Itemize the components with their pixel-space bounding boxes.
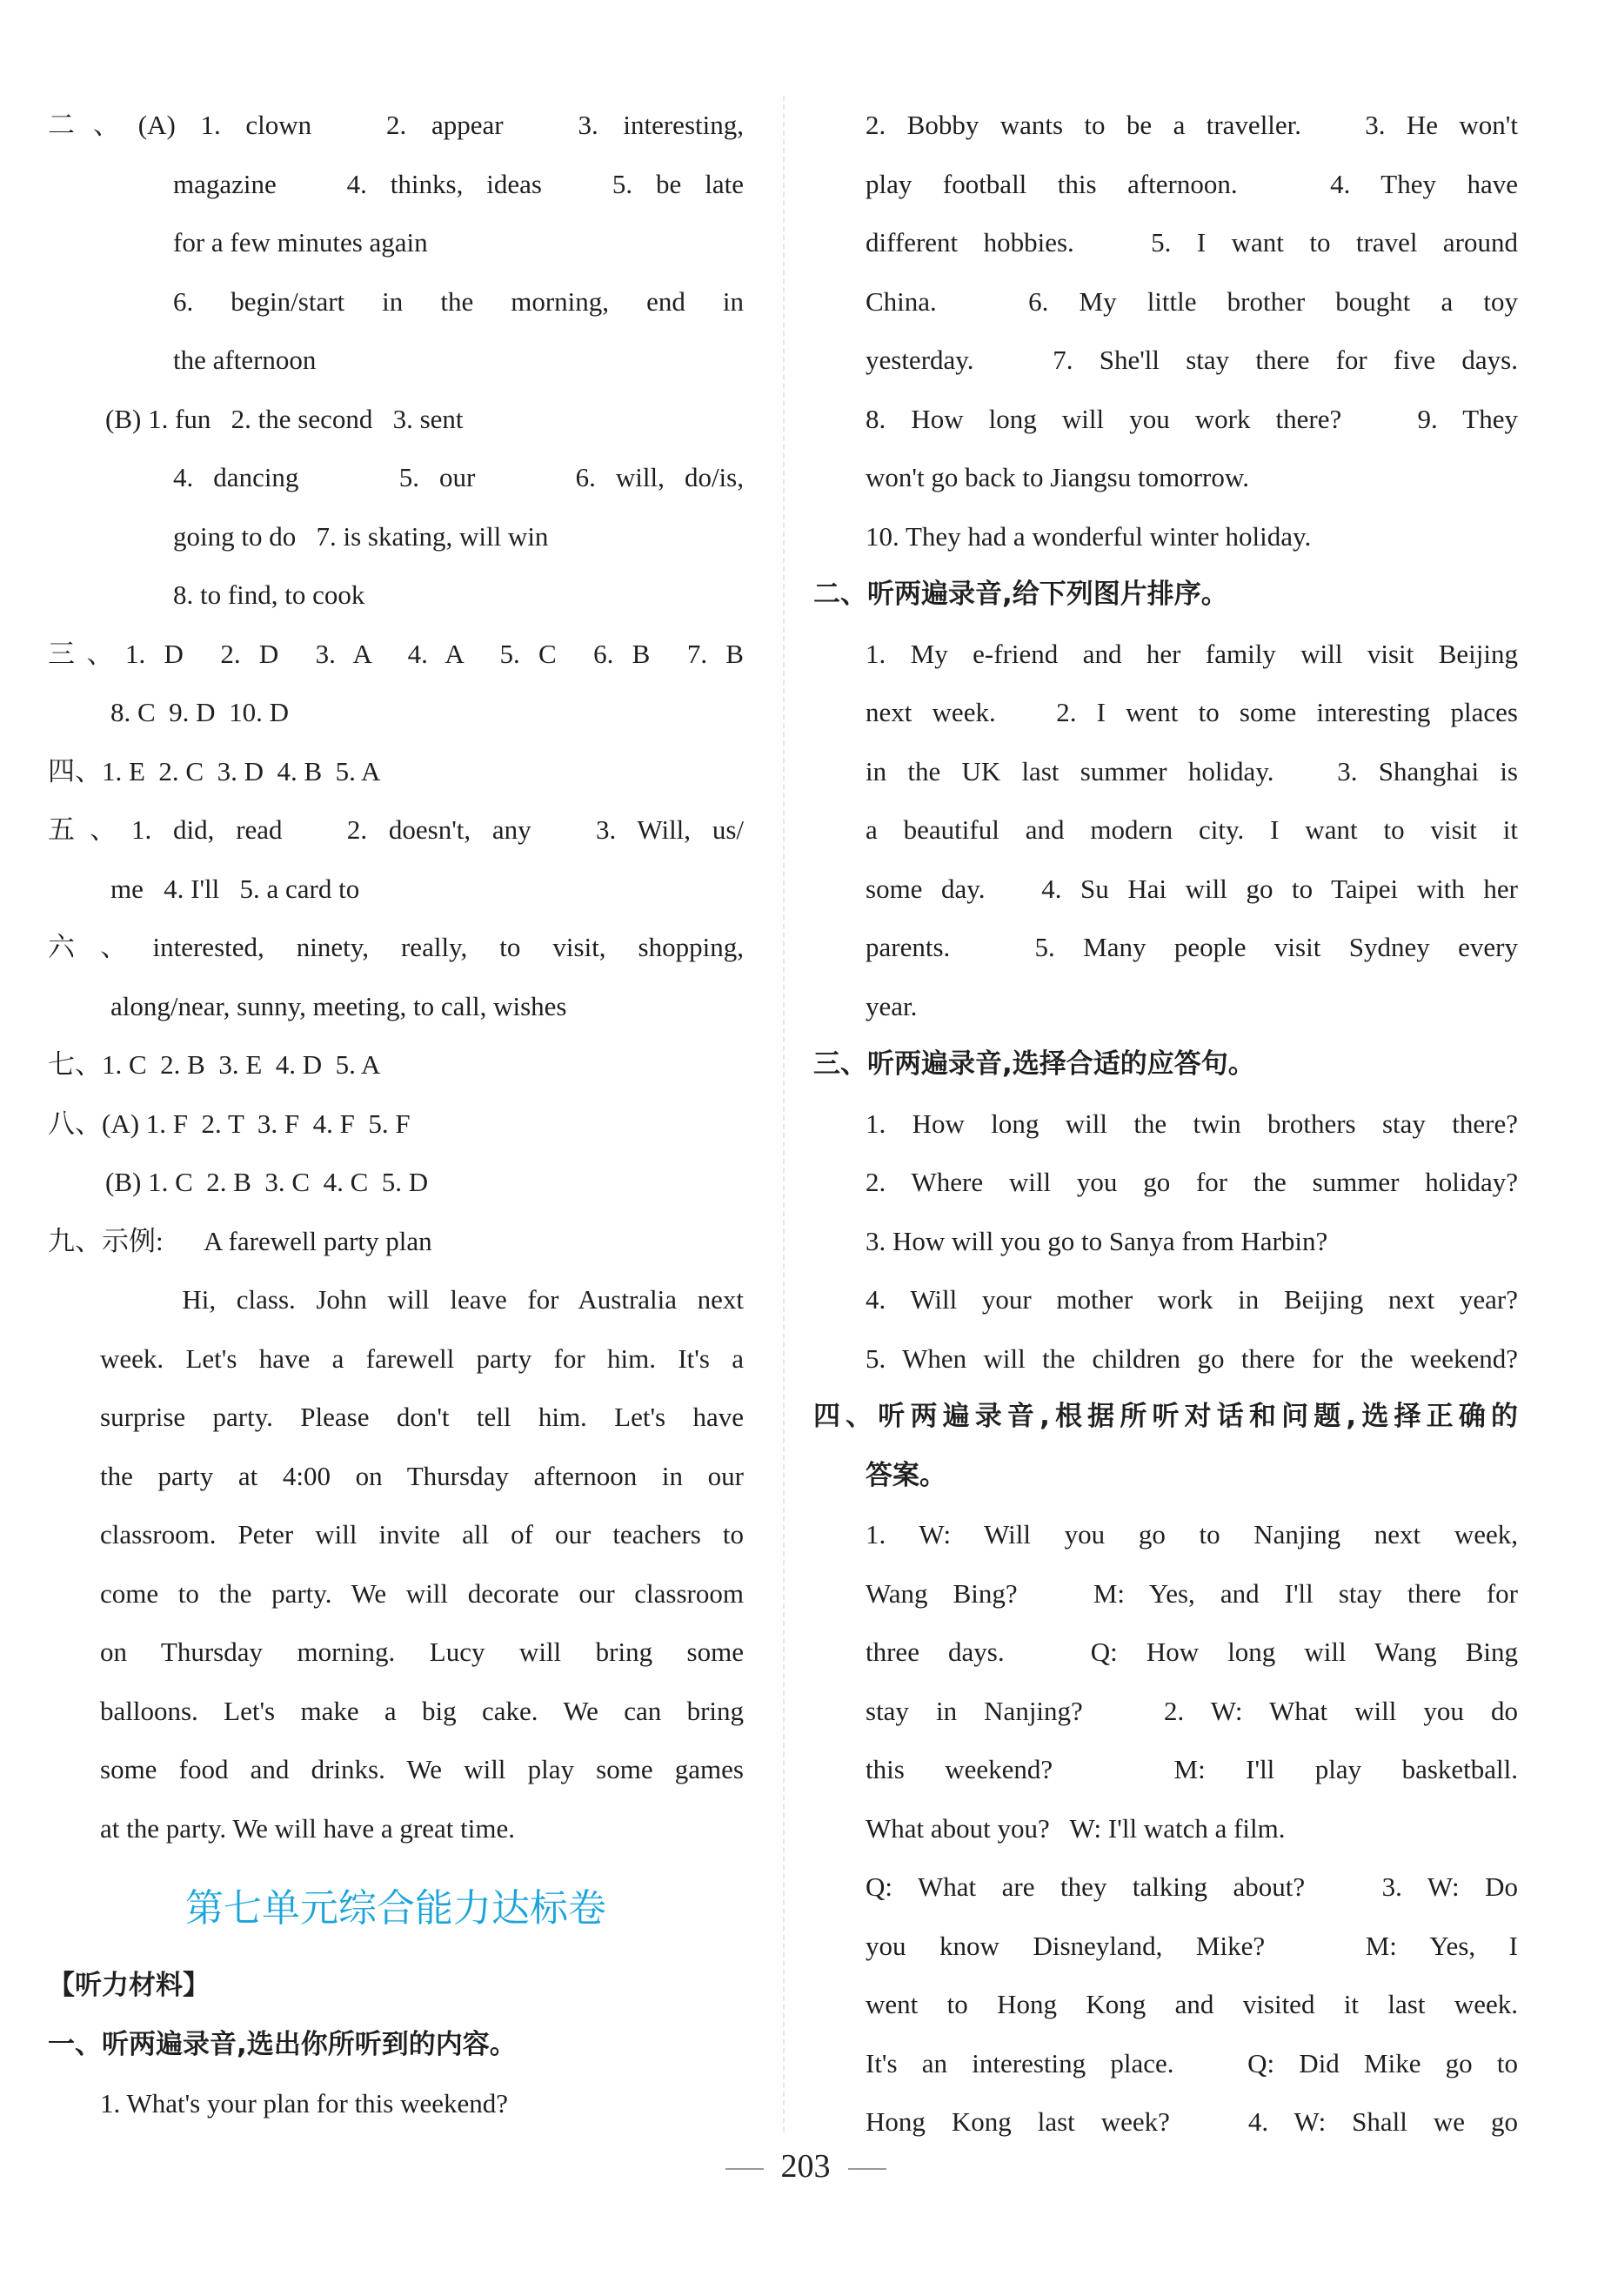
page-number-dash-right [848, 2168, 886, 2170]
text-line: a beautiful and modern city. I want to visit it [866, 814, 1518, 845]
text-line: 3. How will you go to Sanya from Harbin? [866, 1225, 1328, 1256]
text-line: in the UK last summer holiday. 3. Shanghai is [866, 755, 1518, 787]
listening-transcript-lines [813, 96, 1518, 2152]
text-line: surprise party. Please don't tell him. Let's have [100, 1402, 744, 1432]
text-line: 10. They had a wonderful winter holiday. [866, 520, 1312, 552]
text-line: 八、(A) 1. F 2. T 3. F 4. F 5. F [48, 1108, 411, 1139]
text-line: 答案。 [866, 1459, 946, 1491]
text-line: Q: What are they talking about? 3. W: Do [866, 1871, 1518, 1902]
text-line: 8. C 9. D 10. D [110, 697, 289, 727]
text-line: 4. Will your mother work in Beijing next year? [866, 1284, 1518, 1315]
text-line: magazine 4. thinks, ideas 5. be late [173, 168, 744, 199]
text-line: 1. My e-friend and her family will visit Beijing [866, 638, 1518, 669]
left-column [48, 96, 744, 2133]
text-line: some day. 4. Su Hai will go to Taipei with her [866, 873, 1518, 904]
text-line: week. Let's have a farewell party for him. It's a [100, 1342, 744, 1374]
text-line: different hobbies. 5. I want to travel around [866, 227, 1518, 258]
text-line: come to the party. We will decorate our classroom [100, 1577, 744, 1609]
text-line: along/near, sunny, meeting, to call, wishes [110, 990, 567, 1021]
text-line: 三、1. D 2. D 3. A 4. A 5. C 6. B 7. B [48, 638, 744, 669]
text-line: 三、听两遍录音,选择合适的应答句。 [813, 1048, 1255, 1080]
text-line: stay in Nanjing? 2. W: What will you do [866, 1695, 1518, 1726]
text-line: 1. W: Will you go to Nanjing next week, [866, 1519, 1518, 1550]
text-line: 二、听两遍录音,给下列图片排序。 [813, 579, 1228, 610]
section-title: 第七单元综合能力达标卷 [185, 1886, 606, 1931]
text-line: 四、1. E 2. C 3. D 4. B 5. A [48, 755, 381, 787]
text-line: 2. Bobby wants to be a traveller. 3. He won't [866, 110, 1518, 140]
text-line: 一、听两遍录音,选出你所听到的内容。 [48, 2028, 517, 2060]
text-line: 1. What's your plan for this weekend? [100, 2088, 509, 2119]
text-line: 【听力材料】 [48, 1970, 210, 2001]
text-line: some food and drinks. We will play some games [100, 1754, 744, 1784]
text-line: the afternoon [173, 345, 317, 375]
text-line: 二、(A) 1. clown 2. appear 3. interesting, [48, 110, 744, 140]
text-line: for a few minutes again [173, 227, 428, 258]
text-line: Hong Kong last week? 4. W: Shall we go [866, 2106, 1518, 2137]
text-line: What about you? W: I'll watch a film. [866, 1812, 1286, 1844]
text-line: three days. Q: How long will Wang Bing [866, 1637, 1518, 1667]
text-line: yesterday. 7. She'll stay there for five days. [866, 345, 1518, 375]
page-number [0, 2147, 1611, 2186]
text-line: balloons. Let's make a big cake. We can bring [100, 1695, 744, 1726]
text-line: 四、听两遍录音,根据所听对话和问题,选择正确的 [813, 1401, 1518, 1432]
text-line: 4. dancing 5. our 6. will, do/is, [173, 462, 744, 492]
column-divider [783, 96, 785, 2132]
text-line: the party at 4:00 on Thursday afternoon in our [100, 1460, 744, 1491]
text-line: Wang Bing? M: Yes, and I'll stay there for [866, 1577, 1518, 1609]
page-number-text: 203 [780, 2148, 831, 2185]
right-column [813, 96, 1518, 2152]
text-line: won't go back to Jiangsu tomorrow. [866, 462, 1249, 492]
text-line: on Thursday morning. Lucy will bring some [100, 1637, 744, 1667]
text-line: 1. How long will the twin brothers stay there? [866, 1108, 1518, 1139]
text-line: 2. Where will you go for the summer holiday? [866, 1167, 1518, 1197]
page-number-dash-left [725, 2168, 764, 2170]
text-line: going to do 7. is skating, will win [173, 520, 549, 552]
text-line: China. 6. My little brother bought a toy [866, 285, 1518, 317]
text-line: 8. How long will you work there? 9. They [866, 403, 1518, 434]
text-line: 七、1. C 2. B 3. E 4. D 5. A [48, 1049, 381, 1080]
text-line: parents. 5. Many people visit Sydney every [866, 932, 1518, 962]
text-line: play football this afternoon. 4. They have [866, 168, 1518, 199]
answer-key-lines [48, 96, 744, 1858]
text-line: (B) 1. C 2. B 3. C 4. C 5. D [105, 1167, 429, 1197]
text-line: 六、interested, ninety, really, to visit, shopping, [48, 932, 744, 962]
text-line: It's an interesting place. Q: Did Mike go to [866, 2047, 1518, 2078]
text-line: Hi, class. John will leave for Australia next [100, 1284, 744, 1315]
text-line: me 4. I'll 5. a card to [110, 873, 360, 904]
text-line: classroom. Peter will invite all of our teachers to [100, 1519, 744, 1550]
text-line: 九、示例: A farewell party plan [48, 1225, 432, 1256]
text-line: 五、1. did, read 2. doesn't, any 3. Will, us/ [48, 814, 744, 845]
text-line: this weekend? M: I'll play basketball. [866, 1754, 1518, 1784]
text-line: at the party. We will have a great time. [100, 1812, 515, 1844]
text-line: 8. to find, to cook [173, 579, 365, 610]
text-line: you know Disneyland, Mike? M: Yes, I [866, 1930, 1518, 1961]
text-line: next week. 2. I went to some interesting places [866, 697, 1518, 727]
text-line: went to Hong Kong and visited it last week. [866, 1989, 1518, 2019]
listening-material-lines [48, 1957, 744, 2133]
text-line: (B) 1. fun 2. the second 3. sent [105, 403, 464, 434]
text-line: 5. When will the children go there for the weekend? [866, 1342, 1518, 1374]
text-line: year. [866, 990, 918, 1021]
text-line: 6. begin/start in the morning, end in [173, 285, 744, 317]
